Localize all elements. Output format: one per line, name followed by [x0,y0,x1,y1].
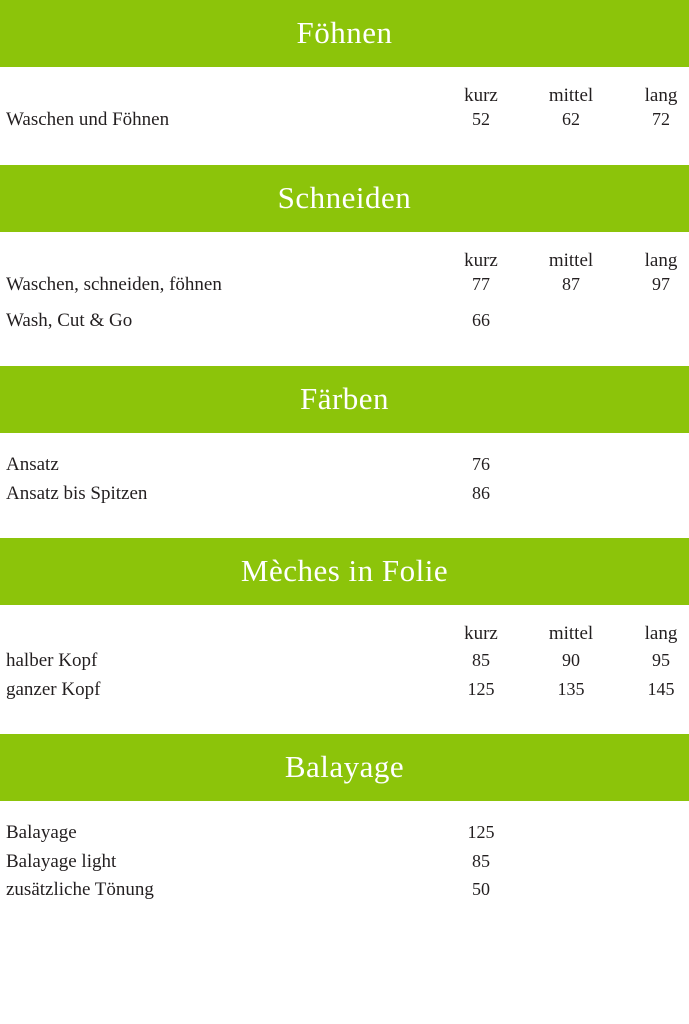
row-price-kurz: 66 [472,310,490,330]
table-row [0,848,689,877]
spacer [0,508,689,526]
section-faerben [0,366,689,526]
section-body [0,605,689,722]
column-header-row [0,232,689,272]
row-price-mittel: 62 [562,109,580,129]
section-title: Mèches in Folie [0,538,689,605]
spacer [0,433,689,451]
spacer [0,801,689,819]
column-header-row [0,605,689,645]
section-foehnen [0,0,689,149]
spacer [0,704,689,722]
row-price-mittel: 90 [562,650,580,670]
row-price: 50 [472,879,490,899]
row-price: 86 [472,482,490,503]
section-body [0,801,689,923]
row-price-kurz: 85 [472,650,490,670]
row-price-lang: 97 [652,274,670,294]
table-row [0,109,689,131]
section-body [0,433,689,526]
section-body [0,232,689,350]
row-price-lang: 145 [647,678,675,699]
row-label: Ansatz [6,454,59,475]
row-label: Wash, Cut & Go [6,310,133,331]
spacer [0,905,689,923]
column-header-lang: lang [644,85,678,106]
row-price-kurz: 52 [472,109,490,129]
section-divider [0,722,689,734]
column-header-row [0,67,689,107]
row-price-kurz: 77 [472,274,490,294]
row-price-mittel: 87 [562,274,580,294]
section-divider [0,149,689,165]
section-divider [0,350,689,366]
row-label: zusätzliche Tönung [6,879,154,900]
row-label: Waschen, schneiden, föhnen [6,274,222,295]
column-header-lang: lang [644,623,678,644]
row-price-lang: 72 [652,109,670,129]
column-header-mittel: mittel [548,85,594,106]
row-price: 85 [472,850,490,871]
row-label: halber Kopf [6,650,98,671]
row-price-lang: 95 [652,650,670,670]
column-header-lang: lang [644,250,678,271]
row-price: 76 [472,454,490,474]
row-label: ganzer Kopf [6,678,101,700]
section-title: Färben [0,366,689,433]
table-row [0,876,689,905]
section-divider [0,526,689,538]
section-body [0,67,689,149]
row-label: Ansatz bis Spitzen [6,482,148,504]
section-balayage [0,734,689,923]
table-row [0,310,689,332]
column-header-kurz: kurz [464,250,498,271]
row-price: 125 [467,822,495,842]
table-row [0,480,689,509]
row-label: Waschen und Föhnen [6,109,170,130]
column-header-mittel: mittel [548,623,594,644]
row-label: Balayage light [6,850,117,872]
column-header-kurz: kurz [464,85,498,106]
table-row [0,676,689,705]
table-row [0,819,689,848]
column-header-mittel: mittel [548,250,594,271]
section-title: Föhnen [0,0,689,67]
table-row [0,274,689,296]
row-label: Balayage [6,822,77,843]
spacer [0,131,689,149]
row-price-mittel: 135 [557,678,585,699]
section-title: Schneiden [0,165,689,232]
section-schneiden [0,165,689,350]
row-price-kurz: 125 [467,678,495,699]
column-header-kurz: kurz [464,623,498,644]
table-row [0,451,689,480]
section-title: Balayage [0,734,689,801]
section-meches-in-folie [0,538,689,722]
table-row [0,647,689,676]
spacer [0,332,689,350]
